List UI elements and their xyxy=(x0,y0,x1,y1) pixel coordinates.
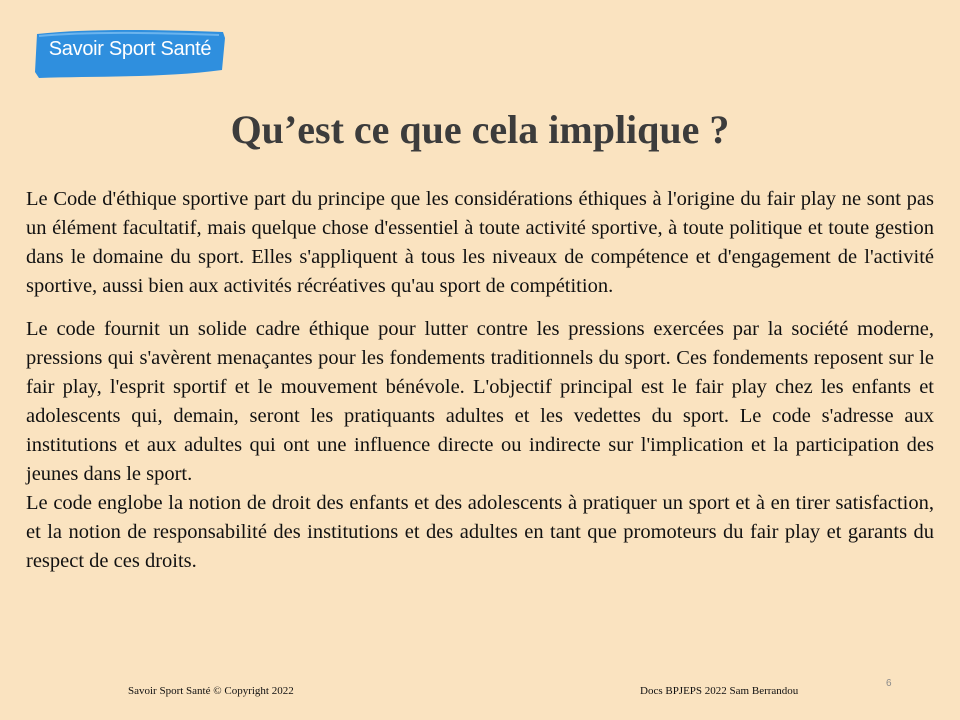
footer-copyright: Savoir Sport Santé © Copyright 2022 xyxy=(128,685,294,697)
slide-body xyxy=(26,185,934,576)
page-number: 6 xyxy=(886,678,892,689)
footer-author: Docs BPJEPS 2022 Sam Berrandou xyxy=(640,685,799,697)
logo-text: Savoir Sport Santé xyxy=(48,38,212,60)
paragraph-2: Le code fournit un solide cadre éthique pour lutter contre les pressions exercées par la société moderne, pressions qui s'avèrent menaçantes pour les fondements traditionnels du sport. Ces fondements reposent sur le fair play, l'esprit sportif et le mouvement bénévole. L'objectif principal est le fair play chez les enfants et adolescents qui, demain, seront les pratiquants adultes et les vedettes du sport. Le code s'adresse aux institutions et aux adultes qui ont une influence directe ou indirecte sur l'implication et la participation des jeunes dans le sport. xyxy=(26,318,934,485)
savoir-sport-sante-logo xyxy=(33,28,227,79)
slide-title: Qu’est ce que cela implique ? xyxy=(230,107,730,152)
paragraph-1: Le Code d'éthique sportive part du principe que les considérations éthiques à l'origine du fair play ne sont pas un élément facultatif, mais quelque chose d'essentiel à toute activité sportive, à toute politique et toute gestion dans le domaine du sport. Elles s'appliquent à tous les niveaux de compétence et d'engagement de l'activité sportive, aussi bien aux activités récréatives qu'au sport de compétition. xyxy=(26,188,934,297)
paragraph-3: Le code englobe la notion de droit des enfants et des adolescents à pratiquer un sport et à en tirer satisfaction, et la notion de responsabilité des institutions et des adultes en tant que promoteurs du fair play et garants du respect de ces droits. xyxy=(26,492,934,572)
